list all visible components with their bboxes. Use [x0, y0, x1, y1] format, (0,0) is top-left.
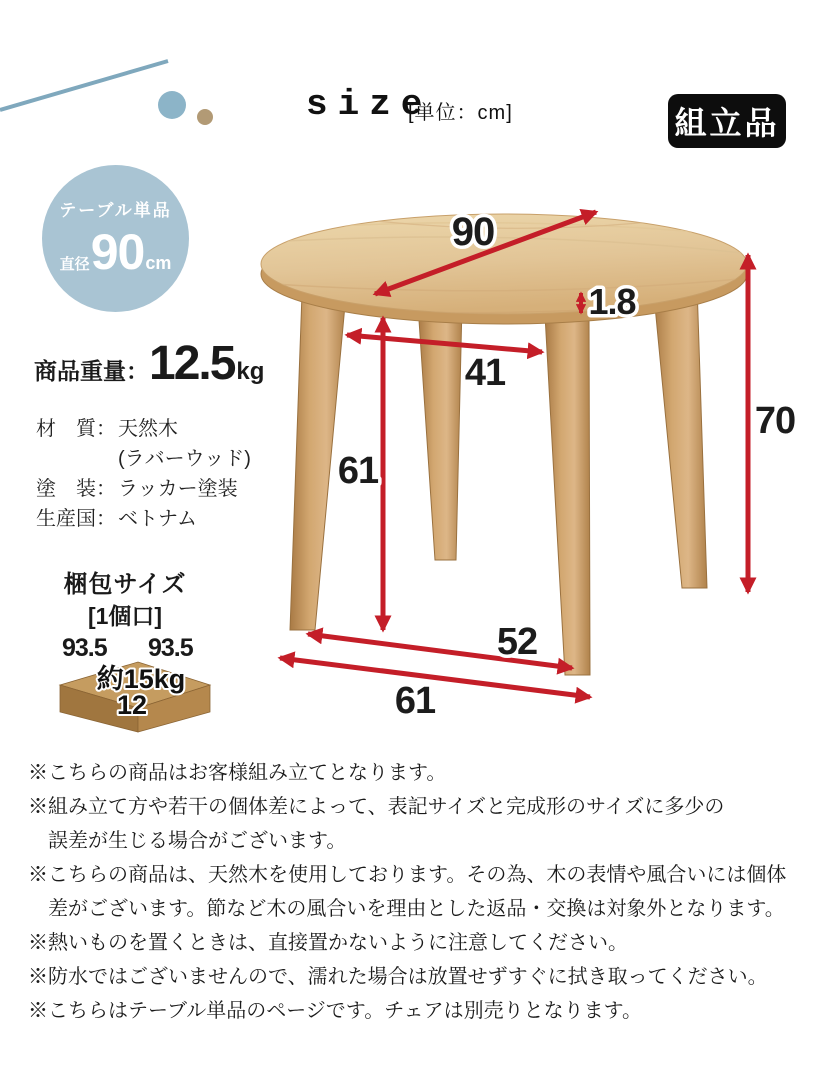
dimension-label-apron-width: 41	[464, 352, 506, 394]
notes-list	[28, 756, 814, 1028]
note-line: 差がございます。節など木の風合いを理由とした返品・交換は対象外となります。	[48, 898, 785, 920]
weight-unit: kg	[236, 358, 265, 385]
spec-label: 生産国：	[36, 508, 116, 530]
dimension-label-clearance-height: 61	[337, 450, 379, 492]
note-line: ※こちらはテーブル単品のページです。チェアは別売りとなります。	[28, 1000, 642, 1022]
packaging-weight-label: 約15kg	[96, 664, 186, 694]
spec-value: 天然木	[118, 418, 178, 440]
spec-row-material	[36, 414, 251, 444]
unit-label: [単位：cm]	[408, 102, 513, 124]
spec-row-origin	[36, 504, 251, 534]
assembly-badge: 組立品	[668, 94, 786, 148]
spec-list	[36, 414, 251, 534]
note-line: ※こちらの商品は、天然木を使用しております。その為、木の表情や風合いには個体	[28, 864, 787, 886]
deco-line	[0, 61, 168, 110]
tabletop	[261, 214, 747, 314]
spec-label: 材 質：	[36, 418, 116, 440]
deco-dot-blue	[158, 91, 186, 119]
weight-value: 12.5	[149, 337, 235, 390]
decor-graphics	[0, 40, 240, 180]
hero-diameter-prefix: 直径	[59, 256, 90, 273]
hero-circle-caption: テーブル単品	[59, 201, 172, 220]
dimension-label-thickness: 1.8	[588, 281, 636, 322]
table-leg-back-right	[653, 285, 707, 588]
note-line: ※組み立て方や若干の個体差によって、表記サイズと完成形のサイズに多少の	[28, 796, 725, 818]
weight-label: 商品重量：	[34, 358, 149, 384]
spec-label	[36, 444, 118, 474]
spec-value: ラッカー塗装	[118, 478, 238, 500]
spec-value: ベトナム	[118, 508, 197, 530]
packaging-lot: [1個口]	[87, 603, 163, 629]
page-title: size	[306, 84, 433, 125]
spec-label: 塗 装：	[36, 478, 116, 500]
packaging-width: 93.5	[62, 634, 107, 662]
dimension-label-outer-span: 61	[394, 680, 436, 722]
hero-diameter-value: 90	[90, 224, 145, 280]
packaging-box-illustration	[55, 650, 217, 745]
dimension-label-inner-span: 52	[496, 621, 538, 663]
note-line: ※防水ではございませんので、濡れた場合は放置せずすぐに拭き取ってください。	[28, 966, 768, 988]
packaging-height-label: 12	[116, 690, 148, 720]
hero-diameter-unit: cm	[145, 253, 172, 273]
table-leg-front-right	[545, 315, 590, 675]
deco-dot-tan	[197, 109, 213, 125]
spec-value: (ラバーウッド)	[118, 448, 251, 470]
spec-row-material-detail	[36, 444, 251, 474]
note-line: ※熱いものを置くときは、直接置かないように注意してください。	[28, 932, 628, 954]
spec-row-finish	[36, 474, 251, 504]
packaging-depth: 93.5	[148, 634, 193, 662]
dimension-label-total-height: 70	[754, 400, 796, 442]
diameter-highlight-circle	[42, 165, 189, 312]
note-line: ※こちらの商品はお客様組み立てとなります。	[28, 762, 447, 784]
dimension-label-diameter: 90	[451, 210, 495, 254]
table-dimension-diagram	[230, 185, 800, 733]
packaging-title: 梱包サイズ	[63, 571, 187, 598]
note-line: 誤差が生じる場合がございます。	[48, 830, 347, 852]
